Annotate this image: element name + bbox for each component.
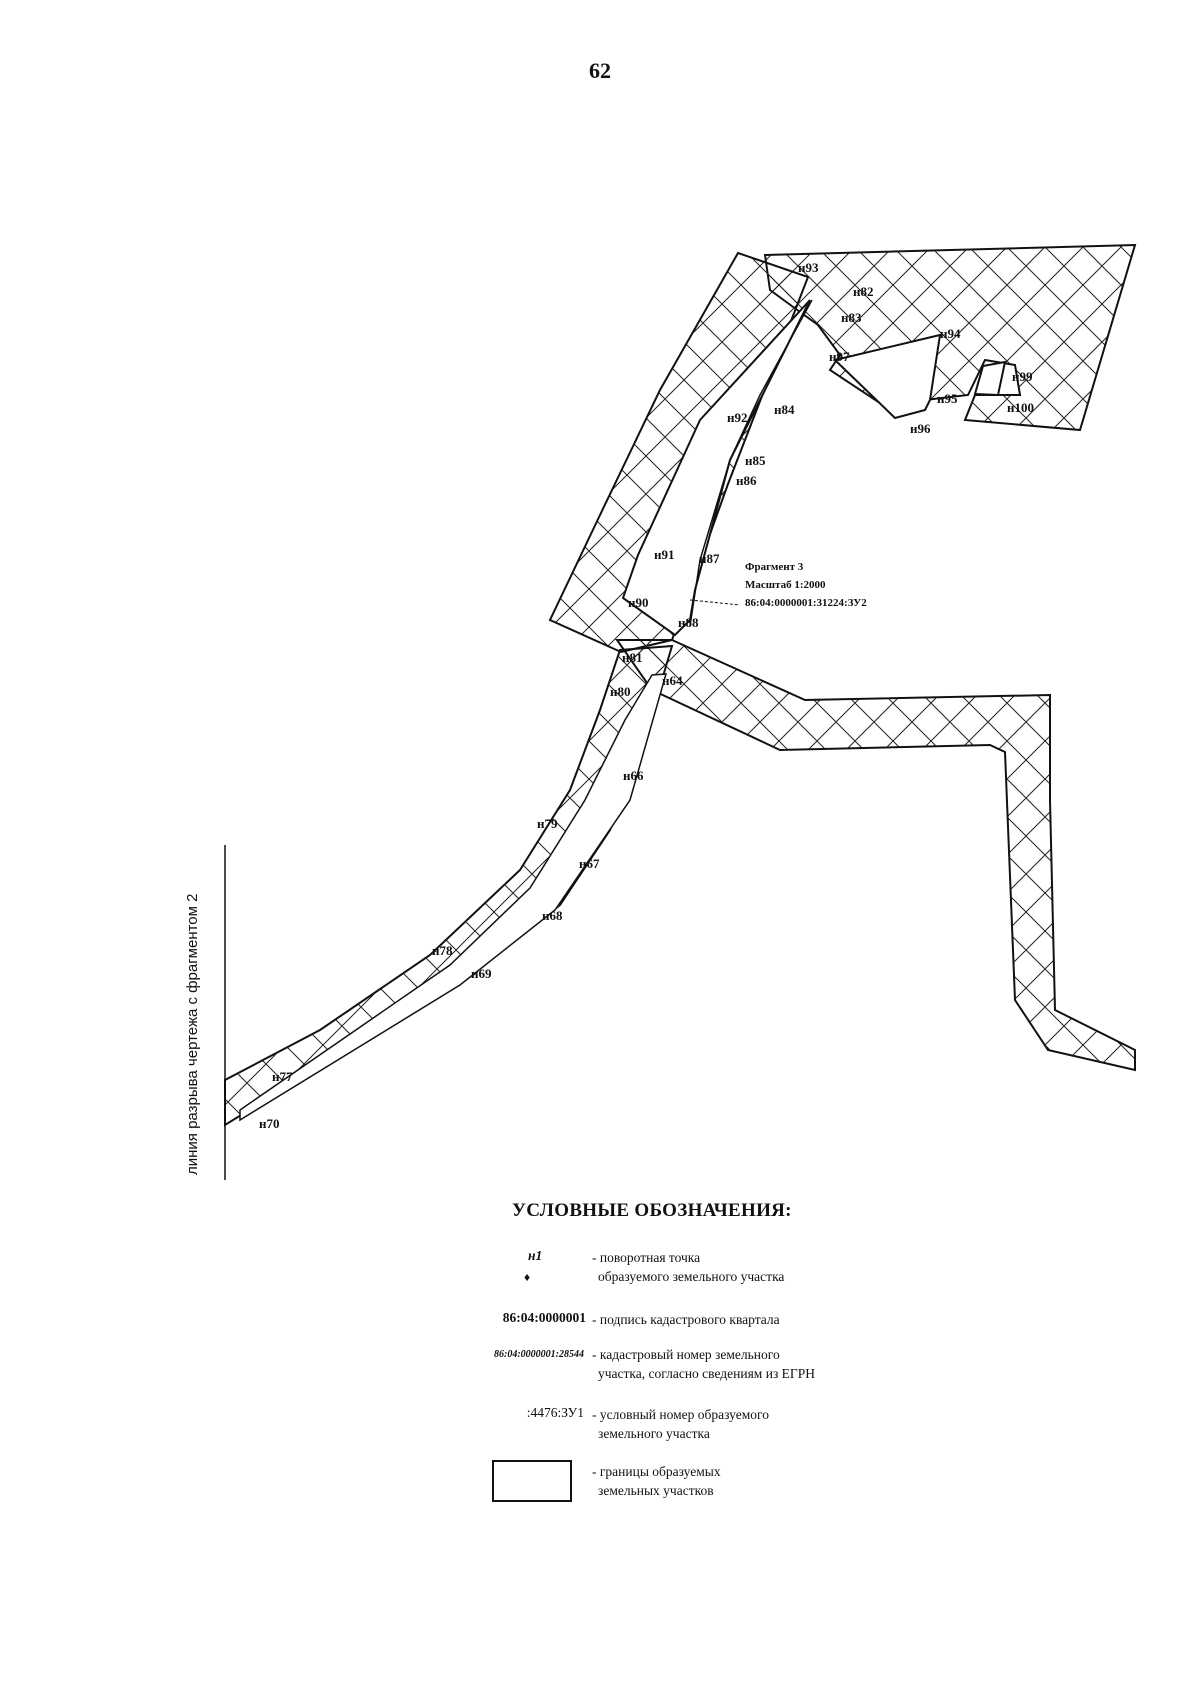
point-label-n77: н77 — [272, 1069, 293, 1084]
legend-title: УСЛОВНЫЕ ОБОЗНАЧЕНИЯ: — [512, 1200, 792, 1221]
fragment-title: Фрагмент 3 — [745, 561, 804, 573]
legend-desc-cadastral: - кадастровый номер земельного участка, согласно сведениям из ЕГРН — [592, 1347, 815, 1381]
page-number: 62 — [589, 58, 611, 83]
point-label-n66: н66 — [623, 768, 644, 783]
legend-key-conditional: :4476:ЗУ1 — [526, 1405, 584, 1420]
point-label-n86: н86 — [736, 473, 757, 488]
point-label-n99: н99 — [1012, 369, 1033, 384]
legend-key-cadastral: 86:04:0000001:28544 — [494, 1349, 584, 1360]
legend-desc-boundaries: - границы образуемых земельных участков — [592, 1464, 721, 1498]
point-label-n87: н87 — [699, 551, 720, 566]
point-marker-icon: ♦ — [524, 1270, 531, 1284]
point-label-n94: н94 — [940, 326, 961, 341]
point-label-n67: н67 — [579, 856, 600, 871]
point-label-n95: н95 — [937, 391, 958, 406]
legend-desc-quarter: - подпись кадастрового квартала — [592, 1312, 780, 1327]
boundary-swatch-icon — [492, 1460, 572, 1502]
point-label-n78: н78 — [432, 943, 453, 958]
point-label-n84: н84 — [774, 402, 795, 417]
break-line-label: линия разрыва чертежа с фрагментом 2 — [184, 893, 201, 1175]
point-label-n100: н100 — [1007, 400, 1034, 415]
point-label-n96: н96 — [910, 421, 931, 436]
fragment-parcel: 86:04:0000001:31224:ЗУ2 — [745, 597, 867, 609]
point-label-n81: н81 — [622, 650, 643, 665]
hatched-corridor-southwest — [225, 646, 672, 1125]
point-label-n79: н79 — [537, 816, 558, 831]
fragment-leader-line — [690, 600, 740, 605]
point-label-n70: н70 — [259, 1116, 280, 1131]
point-label-n91: н91 — [654, 547, 675, 562]
legend-desc-conditional: - условный номер образуемого земельного участка — [592, 1407, 769, 1441]
point-label-n64: н64 — [662, 673, 683, 688]
point-label-n82: н82 — [853, 284, 874, 299]
point-label-n68: н68 — [542, 908, 563, 923]
point-label-n88: н88 — [678, 615, 699, 630]
point-label-n85: н85 — [745, 453, 766, 468]
fragment-scale: Масштаб 1:2000 — [745, 579, 826, 591]
point-label-n93: н93 — [798, 260, 819, 275]
legend-key-point: н1 — [528, 1248, 543, 1263]
legend-desc-point: - поворотная точка образуемого земельного участка — [592, 1250, 785, 1284]
point-label-n69: н69 — [471, 966, 492, 981]
point-label-n92: н92 — [727, 410, 748, 425]
hatched-corridor-east — [617, 640, 1135, 1070]
point-label-n90: н90 — [628, 595, 649, 610]
point-label-n83: н83 — [841, 310, 862, 325]
point-label-n97: н97 — [829, 349, 850, 364]
legend-key-quarter: 86:04:0000001 — [502, 1310, 586, 1325]
point-label-n80: н80 — [610, 684, 631, 699]
